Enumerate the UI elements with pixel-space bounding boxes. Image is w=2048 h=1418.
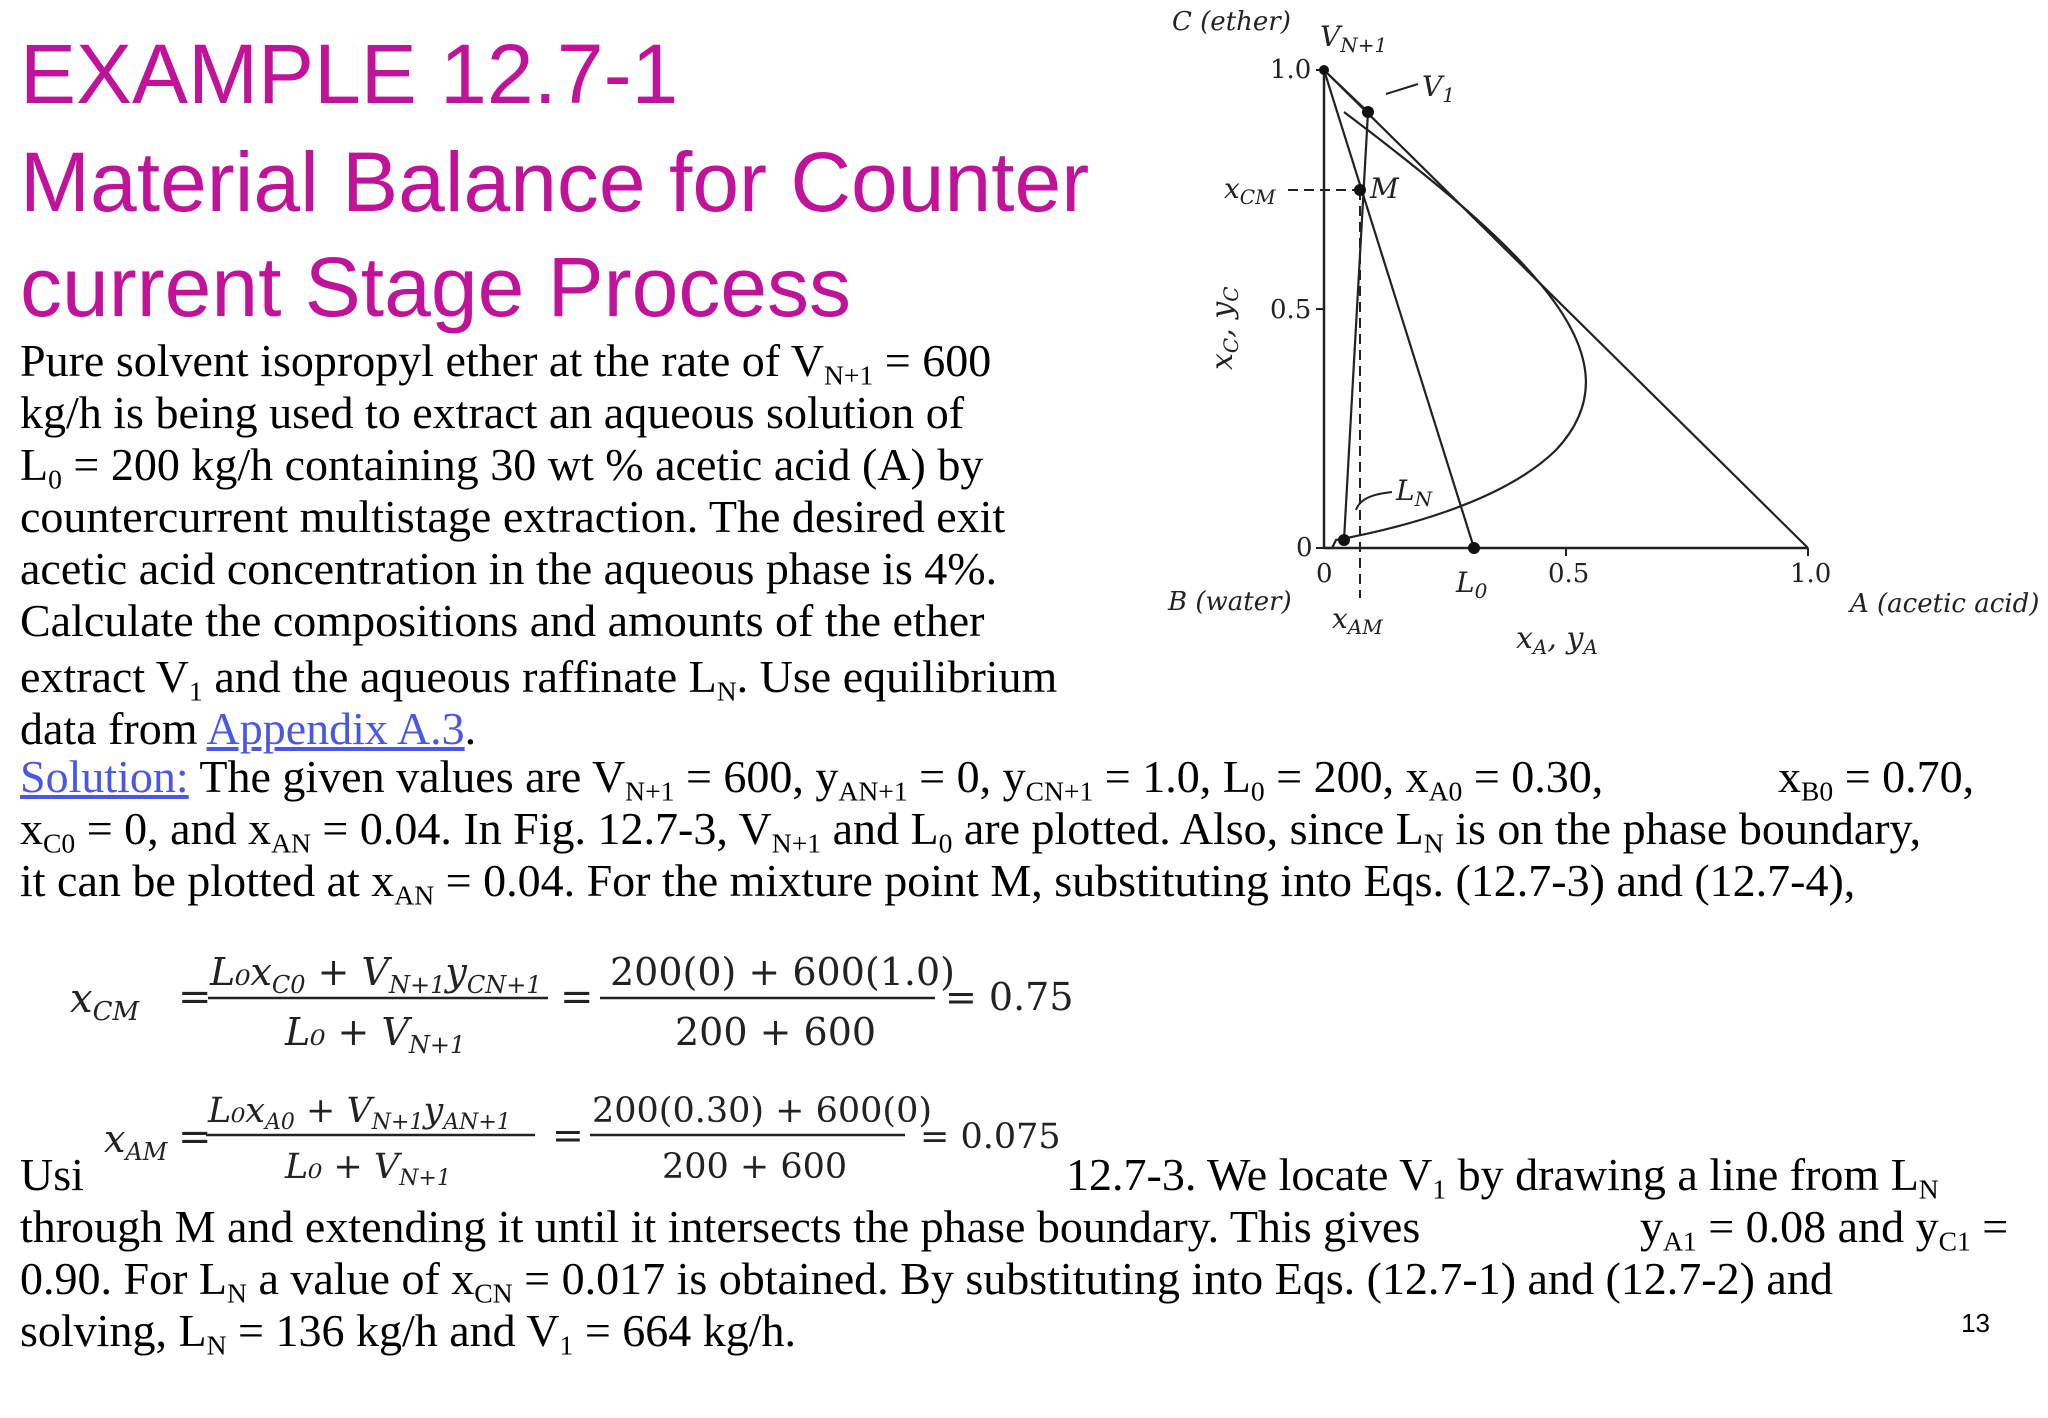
equation-xam bbox=[60, 1080, 1080, 1190]
svg-text:L₀ + VN+1: $L_0 + V_{N+1}$ bbox=[285, 1147, 451, 1190]
problem-line-8: data from Appendix A.3. bbox=[20, 703, 477, 754]
label-v1: $V_1$ bbox=[1422, 70, 1455, 107]
tick-x-05: 0.5 bbox=[1548, 559, 1590, 589]
equation-xcm bbox=[60, 940, 1080, 1060]
svg-text:= 0.075: = 0.075 bbox=[920, 1117, 1061, 1157]
svg-text:L₀xA0 + VN+1yAN+1: $L_0x_{A0} + V_{N+1}y_{AN+1}$ bbox=[208, 1091, 511, 1135]
solution-line-4: 12.7-3. We locate $V_1$ by drawing a line from $L_N$ bbox=[1066, 1149, 1939, 1205]
point-m bbox=[1354, 184, 1366, 196]
appendix-link[interactable]: Appendix A.3 bbox=[206, 703, 465, 754]
label-m: M bbox=[1370, 172, 1399, 205]
c-label: C (ether) bbox=[1172, 7, 1291, 37]
solution-line-5-tail: $y_{A1} = 0.08$ and $y_{C1}$ = bbox=[1640, 1201, 2009, 1257]
svg-text:=: = bbox=[178, 974, 212, 1020]
tick-x-0: 0 bbox=[1316, 559, 1333, 589]
point-l0 bbox=[1468, 542, 1480, 554]
tick-y-05: 0.5 bbox=[1270, 295, 1312, 325]
svg-text:L₀ + VN+1: $L_0 + V_{N+1}$ bbox=[285, 1010, 466, 1059]
problem-line-2: kg/h is being used to extract an aqueous solution of bbox=[20, 387, 965, 438]
label-l0: $L_0$ bbox=[1456, 566, 1488, 603]
svg-text:200 + 600: 200 + 600 bbox=[662, 1147, 848, 1187]
solution-line-7: solving, $L_N = 136$ kg/h and $V_1 = 664$ kg/h. bbox=[20, 1305, 797, 1361]
problem-line-6: Calculate the compositions and amounts of the ether bbox=[20, 595, 985, 646]
svg-text:L₀xC0 + VN+1yCN+1: $L_0x_{C0} + V_{N+1}y_{CN+1}$ bbox=[210, 950, 542, 999]
point-vn1 bbox=[1319, 65, 1329, 75]
tick-x-1: 1.0 bbox=[1790, 559, 1832, 589]
problem-line-3: $L_0 = 200$ kg/h containing 30 wt % acetic acid (A) by bbox=[20, 439, 984, 495]
svg-text:=: = bbox=[178, 1114, 212, 1160]
x-axis-label: $x_A$, $y_A$ bbox=[1516, 621, 1598, 659]
problem-line-5: acetic acid concentration in the aqueous phase is 4%. bbox=[20, 543, 998, 594]
page-number: 13 bbox=[1961, 1308, 1990, 1338]
solution-link[interactable]: Solution: bbox=[20, 751, 189, 802]
title-line-2: Material Balance for Counter bbox=[20, 135, 1090, 229]
b-label: B (water) bbox=[1168, 587, 1292, 617]
svg-text:200(0) + 600(1.0): 200(0) + 600(1.0) bbox=[610, 950, 955, 994]
problem-line-1: Pure solvent isopropyl ether at the rate of $V_{N+1} = 600$ bbox=[20, 335, 992, 391]
svg-text:xCM: $x_{CM}$ bbox=[70, 976, 140, 1027]
svg-text:200(0.30) + 600(0): 200(0.30) + 600(0) bbox=[592, 1091, 933, 1131]
tick-y-1: 1.0 bbox=[1270, 55, 1312, 85]
svg-text:xAM: $x_{AM}$ bbox=[104, 1117, 168, 1166]
tick-y-0: 0 bbox=[1296, 533, 1313, 563]
a-label: A (acetic acid) bbox=[1850, 589, 2040, 619]
point-v1 bbox=[1362, 106, 1374, 118]
operating-line bbox=[1344, 112, 1368, 540]
label-xam: $x_{AM}$ bbox=[1332, 602, 1383, 639]
title-line-1: EXAMPLE 12.7-1 bbox=[20, 27, 679, 121]
solution-line-4-start: Usi bbox=[20, 1149, 84, 1200]
solution-line-1-tail: $x_{B0} = 0.70$, bbox=[1778, 751, 1975, 807]
svg-text:= 0.75: = 0.75 bbox=[945, 975, 1074, 1019]
svg-text:=: = bbox=[552, 1113, 584, 1157]
solution-line-1: Solution: The given values are $V_{N+1} = 600$, $y_{AN+1} = 0$, $y_{CN+1} = 1.0$, $L_0 = 200$, $x_{A0} = 0.30$, bbox=[20, 751, 1604, 807]
label-vn1: $V_{N+1}$ bbox=[1320, 20, 1388, 57]
solution-line-3: it can be plotted at $x_{AN} = 0.04$. For the mixture point M, substituting into Eqs. (12.7-3) and (12.7-4), bbox=[20, 855, 1856, 911]
label-ln: $L_N$ bbox=[1396, 474, 1433, 511]
problem-line-4: countercurrent multistage extraction. The desired exit bbox=[20, 491, 1006, 542]
problem-line-7: extract $V_1$ and the aqueous raffinate $L_N$. Use equilibrium bbox=[20, 651, 1058, 707]
y-axis-label: $x_C$, $y_C$ bbox=[1205, 286, 1243, 370]
svg-text:=: = bbox=[560, 974, 594, 1020]
point-ln bbox=[1338, 534, 1350, 546]
title-line-3: current Stage Process bbox=[20, 240, 852, 334]
label-xcm: $x_{CM}$ bbox=[1224, 172, 1276, 209]
solution-line-6: 0.90. For $L_N$ a value of $x_{CN} = 0.017$ is obtained. By substituting into Eqs. (12.7-1) and (12.7-2) and bbox=[20, 1253, 1833, 1309]
solution-line-2: $x_{C0} = 0$, and $x_{AN} = 0.04$. In Fig. 12.7-3, $V_{N+1}$ and $L_0$ are plotted. Also, since $L_N$ is on the phase boundary, bbox=[20, 803, 1922, 859]
svg-text:200 + 600: 200 + 600 bbox=[675, 1010, 877, 1054]
ternary-diagram bbox=[1160, 0, 2048, 680]
solution-line-5: through M and extending it until it intersects the phase boundary. This gives bbox=[20, 1201, 1421, 1252]
